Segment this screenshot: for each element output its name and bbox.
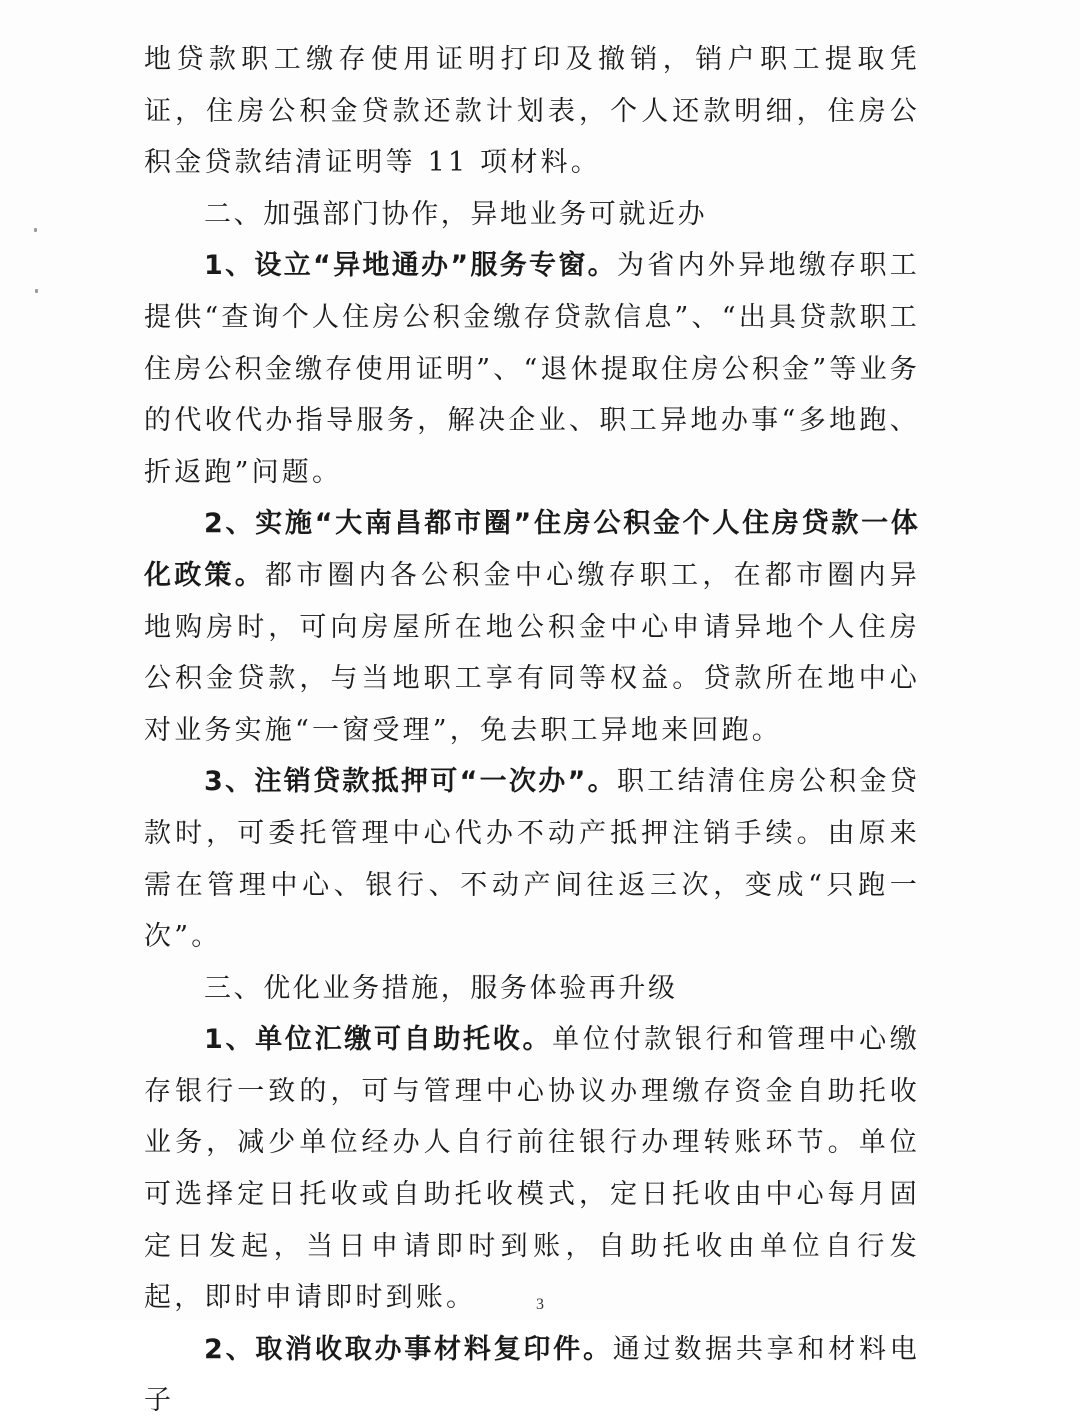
continuation-paragraph: 地贷款职工缴存使用证明打印及撤销，销户职工提取凭证，住房公积金贷款还款计划表，个人还款明细，住房公积金贷款结清证明等 11 项材料。 [144, 44, 920, 179]
scan-speck [35, 289, 38, 293]
paragraph-2-3-body: 职工结清住房公积金贷款时，可委托管理中心代办不动产抵押注销手续。由原来需在管理中心、银行、不动产间往返三次，变成“只跑一次”。 [144, 766, 921, 953]
paragraph-3-1-body: 单位付款银行和管理中心缴存银行一致的，可与管理中心协议办理缴存资金自助托收业务，减少单位经办人自行前往银行办理转账环节。单位可选择定日托收或自助托收模式，定日托收由中心每月固定日发起，当日申请即时到账，自助托收由单位自行发起，即时申请即时到账。 [144, 1024, 920, 1314]
paragraph-2-2 [144, 498, 920, 756]
document-body [144, 34, 920, 1427]
paragraph-3-1-lead: 1、单位汇缴可自助托收。 [204, 1024, 553, 1056]
paragraph-3-2-body: 通过数据共享和材料电子 [144, 1333, 920, 1417]
paragraph-2-1-lead: 1、设立“异地通办”服务专窗。 [204, 250, 617, 282]
section-three-heading: 三、优化业务措施，服务体验再升级 [204, 972, 678, 1004]
paragraph-3-1 [144, 1014, 920, 1324]
paragraph-2-2-lead: 2、实施“大南昌都市圈”住房公积金个人住房贷款一体化政策。 [144, 508, 920, 591]
page-number: 3 [536, 1296, 544, 1313]
paragraph-2-1-body: 为省内外异地缴存职工提供“查询个人住房公积金缴存贷款信息”、“出具贷款职工住房公积金缴存使用证明”、“退休提取住房公积金”等业务的代收代办指导服务，解决企业、职工异地办事“多地跑、折返跑”问题。 [144, 250, 921, 488]
scan-speck [34, 228, 37, 232]
section-two-heading: 二、加强部门协作，异地业务可就近办 [204, 198, 708, 230]
paragraph-3-2 [144, 1324, 920, 1427]
paragraph-3-2-lead: 2、取消收取办事材料复印件。 [204, 1333, 613, 1365]
paragraph-2-3 [144, 756, 920, 962]
paragraph-2-1 [144, 240, 920, 498]
paragraph-2-2-body: 都市圈内各公积金中心缴存职工，在都市圈内异地购房时，可向房屋所在地公积金中心申请异地个人住房公积金贷款，与当地职工享有同等权益。贷款所在地中心对业务实施“一窗受理”，免去职工异地来回跑。 [144, 559, 920, 746]
paragraph-2-3-lead: 3、注销贷款抵押可“一次办”。 [204, 766, 617, 798]
